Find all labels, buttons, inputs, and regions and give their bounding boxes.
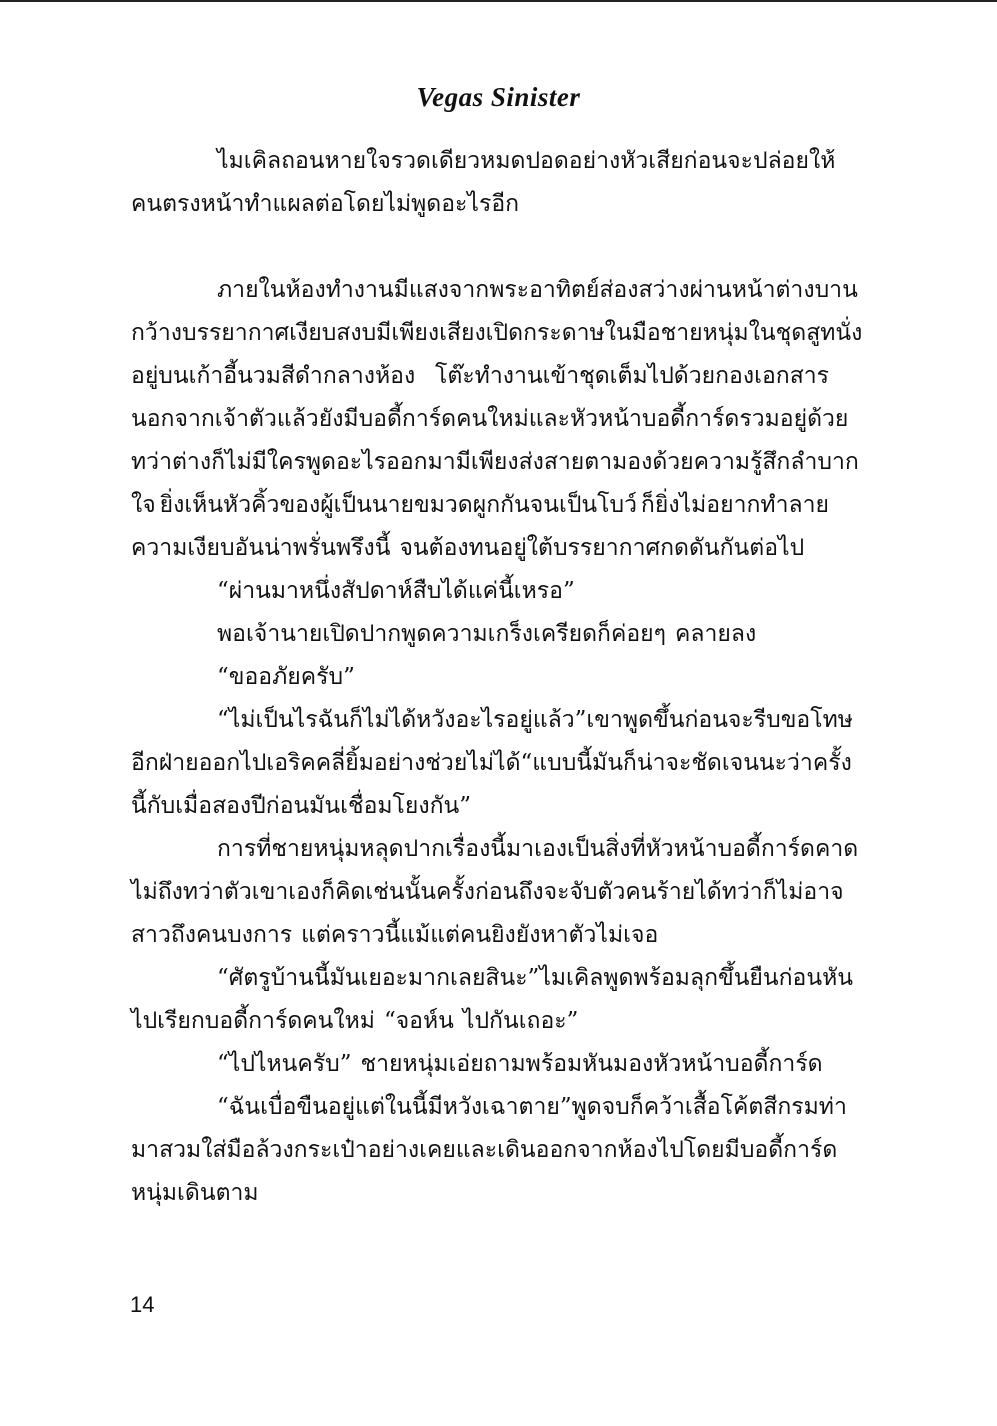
paragraph (131, 957, 853, 1043)
text-line (131, 570, 829, 613)
text-segment: พูดจบก็คว้าเสื้อโค้ตสีกรมท่า (571, 1094, 847, 1120)
text-segment: ใจ (131, 492, 156, 518)
text-segment: “ไม่เป็นไร (217, 707, 318, 733)
text-line (131, 183, 829, 226)
text-line (131, 914, 829, 957)
text-segment: โต๊ะทำงานเข้าชุดเต็มไปด้วยกองเอกสาร (435, 363, 829, 389)
text-line (131, 871, 844, 914)
text-segment: “ไปไหนครับ” (217, 1051, 352, 1077)
text-line (131, 140, 836, 183)
text-line (131, 785, 829, 828)
text-segment: ทว่าต่างก็ไม่มีใครพูดอะไรออกมา (131, 449, 456, 475)
text-segment: ฉันก็ไม่ได้หวังอะไรอยู่แล้ว” (317, 707, 587, 733)
paragraph (131, 570, 829, 613)
text-segment: มือล้วงกระเป๋าอย่างเคยและเดินออกจากห้องไปโดยมีบอดี้การ์ด (226, 1137, 838, 1163)
text-segment: คนตรงหน้าทำแผลต่อโดยไม่พูดอะไรอีก (131, 191, 520, 217)
text-segment: ครั้งก่อนถึงจะจับตัวคนร้ายได้ทว่าก็ไม่อาจ (436, 879, 844, 905)
text-segment: ไมเคิลถอนหายใจรวดเดียวหมดปอดอย่างหัวเสียก่อนจะปล่อยให้ (217, 148, 836, 174)
text-segment: นอกจากเจ้าตัวแล้วยังมีบอดี้การ์ดคนใหม่และหัวหน้าบอดี้การ์ดรวมอยู่ด้วย (131, 406, 849, 432)
text-line (131, 1000, 829, 1043)
text-line (131, 828, 859, 871)
paragraph (131, 656, 829, 699)
text-line (131, 484, 829, 527)
text-line (131, 742, 852, 785)
text-segment: ไม่ถึง (131, 879, 183, 905)
text-segment: คลายลง (675, 621, 757, 647)
text-segment: ก็ยิ่งไม่อยากทำลาย (640, 492, 829, 518)
text-line (131, 269, 858, 312)
top-border-rule (0, 0, 997, 2)
running-header-title: Vegas Sinister (416, 82, 581, 112)
text-segment: ความเงียบอันน่าพรั่นพรึงนี้ (131, 535, 391, 561)
text-line (131, 957, 853, 1000)
text-segment: “จอห์น (383, 1008, 454, 1034)
text-line (131, 1086, 847, 1129)
paragraph (131, 1086, 847, 1215)
paragraph (131, 140, 836, 226)
text-segment: นี้กับเมื่อสองปีก่อนมันเชื่อมโยงกัน” (131, 793, 472, 819)
text-line (131, 613, 829, 656)
page-number: 14 (130, 1292, 155, 1317)
text-segment: “แบบนี้มันก็น่าจะชัดเจนนะ (520, 750, 787, 776)
text-segment: ชายหนุ่มเอ่ยถามพร้อมหันมองหัวหน้าบอดี้การ์ด (360, 1051, 823, 1077)
text-segment: กว้าง (131, 320, 182, 346)
text-line (131, 1172, 829, 1215)
text-segment: ไมเคิลพูดพร้อมลุกขึ้นยืนก่อนหัน (539, 965, 853, 991)
text-segment: บรรยากาศเงียบสงบมีเพียงเสียงเปิดกระดาษในมือชายหนุ่มในชุดสูทนั่ง (182, 320, 863, 346)
text-segment: มาสวมใส่ (131, 1137, 227, 1163)
text-line (131, 355, 829, 398)
text-line (131, 1043, 829, 1086)
paragraph (131, 699, 853, 828)
text-line (131, 312, 863, 355)
text-segment: เขาพูดขึ้นก่อนจะรีบขอโทษ (586, 707, 853, 733)
text-segment: ขืนอยู่แต่ในนี้มีหวังเฉาตาย” (296, 1094, 572, 1120)
text-line (131, 1129, 838, 1172)
text-segment: การที่ชายหนุ่มหลุดปากเรื่องนี้มาเองเป็นสิ่งที่หัวหน้าบอดี้การ์ดคาด (217, 836, 859, 862)
text-segment: อีกฝ่ายออกไป (131, 750, 267, 776)
text-segment: หนุ่มเดินตาม (131, 1180, 259, 1206)
text-line (131, 699, 853, 742)
text-segment: มีเพียงส่งสายตามองด้วยความรู้สึกลำบาก (455, 449, 859, 475)
paragraph (131, 269, 863, 570)
text-line (131, 441, 859, 484)
paragraph (131, 828, 859, 957)
paragraph-spacer (131, 226, 829, 269)
text-segment: ยิ่งเห็นหัวคิ้วของผู้เป็นนายขมวดผูกกันจนเป็นโบว์ (159, 492, 638, 518)
text-segment: “ฉันเบื่อ (217, 1094, 297, 1120)
text-segment: ทว่าตัวเขาเองก็คิดเช่นนั้น (182, 879, 437, 905)
body-text (131, 140, 863, 1215)
text-segment: จนต้องทนอยู่ใต้บรรยากาศกดดันกันต่อไป (399, 535, 805, 561)
text-segment: ภายในห้องทำงานมีแสงจากพระอาทิตย์ส่องสว่างผ่านหน้าต่างบาน (217, 277, 858, 303)
text-line (131, 527, 829, 570)
text-segment: ไปเรียกบอดี้การ์ดคนใหม่ (131, 1008, 375, 1034)
text-segment: เอริคคลี่ยิ้มอย่างช่วยไม่ได้ (266, 750, 521, 776)
text-segment: พอเจ้านายเปิดปากพูดความเกร็งเครียดก็ค่อยๆ (217, 621, 666, 647)
text-segment: ไปกันเถอะ” (462, 1008, 579, 1034)
text-segment: อยู่บนเก้าอี้นวมสีดำกลางห้อง (131, 363, 416, 389)
text-segment: ว่าครั้ง (787, 750, 852, 776)
text-segment: “ผ่านมาหนึ่งสัปดาห์สืบได้แค่นี้เหรอ” (217, 578, 575, 604)
text-segment: สาวถึงคนบงการ (131, 922, 293, 948)
paragraph (131, 613, 829, 656)
text-line (131, 656, 829, 699)
text-segment: “ศัตรูบ้านนี้มันเยอะมากเลยสินะ” (217, 965, 540, 991)
paragraph (131, 1043, 829, 1086)
text-line (131, 398, 849, 441)
text-segment: แต่คราวนี้แม้แต่คนยิงยังหาตัวไม่เจอ (301, 922, 659, 948)
text-segment: “ขออภัยครับ” (217, 664, 355, 690)
